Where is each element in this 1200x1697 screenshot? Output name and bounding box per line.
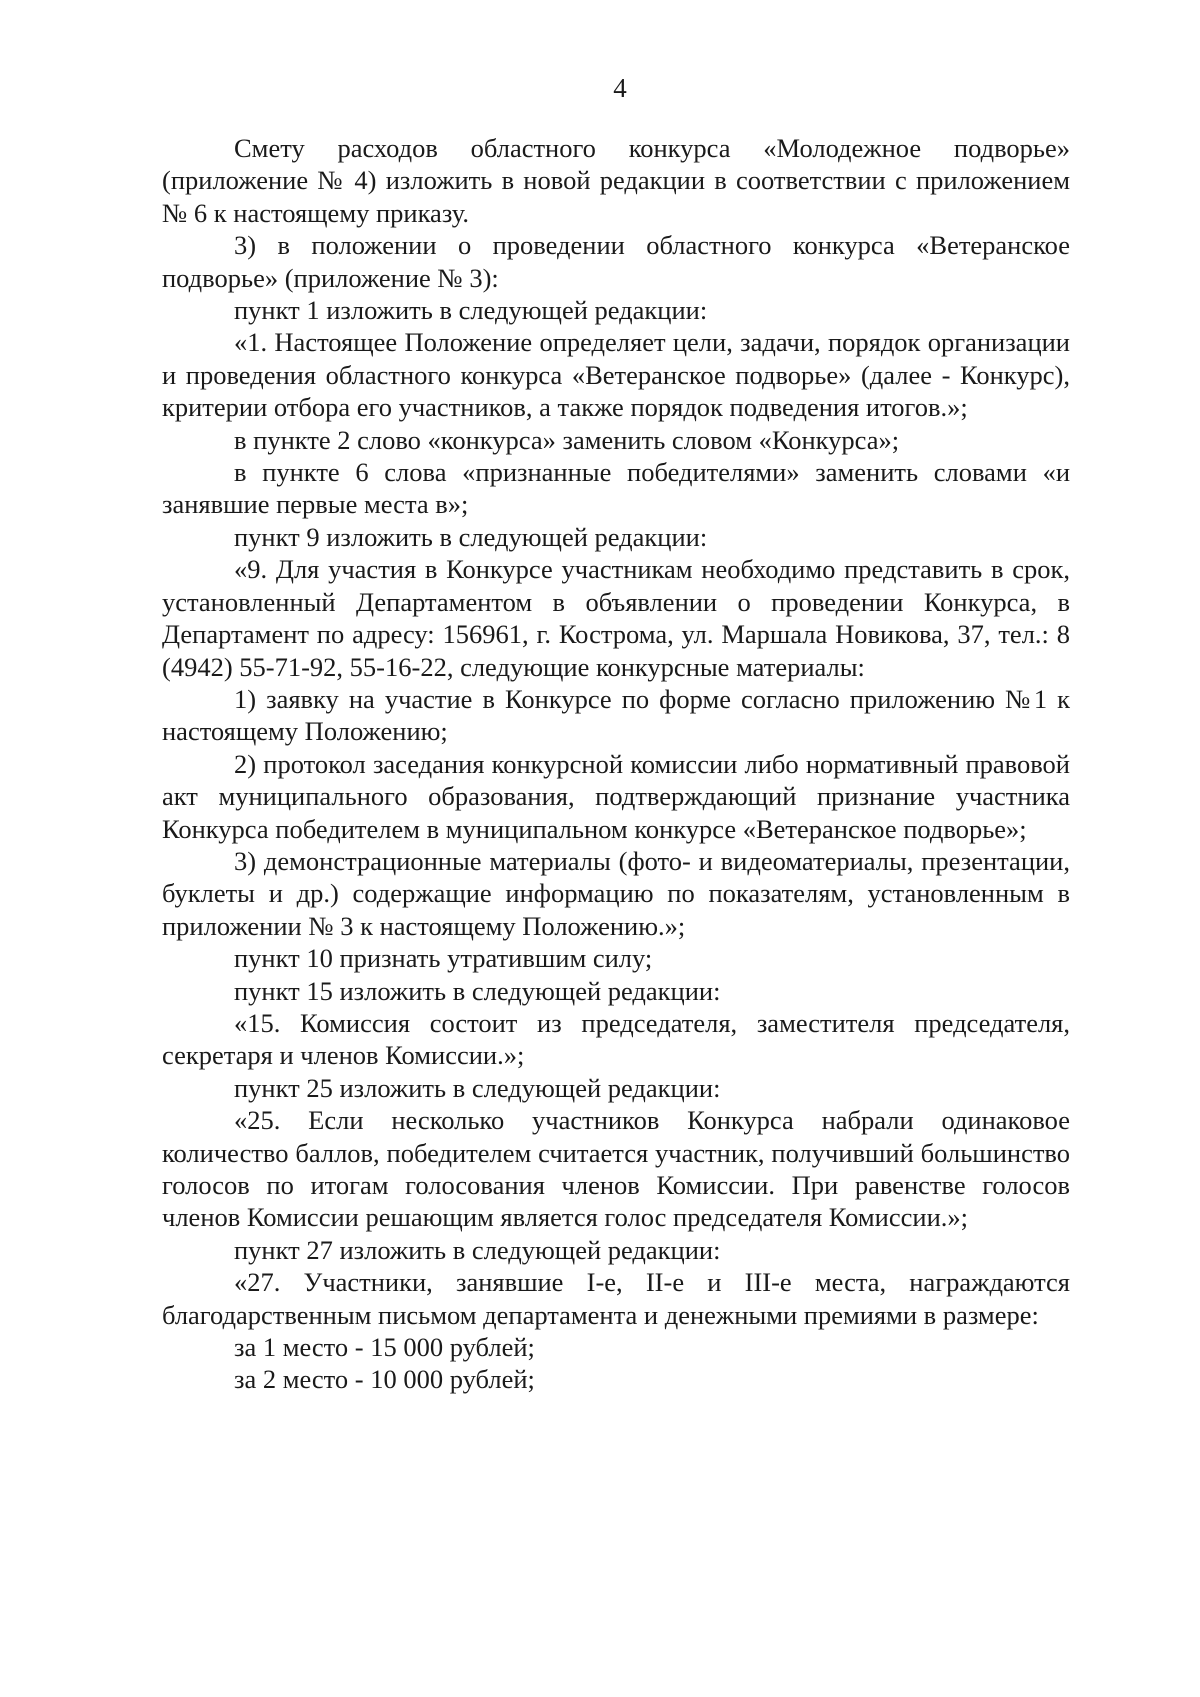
- paragraph: пункт 9 изложить в следующей редакции:: [234, 521, 708, 552]
- paragraph: «27. Участники, занявшие I-е, II-е и III-е места, награждаются благодарственным письмом департамента и денежными премиями в размере:: [162, 1267, 1070, 1330]
- paragraph: пункт 27 изложить в следующей редакции:: [234, 1234, 721, 1265]
- paragraph: 3) в положении о проведении областного конкурса «Ветеранское подворье» (приложение № 3):: [162, 230, 1070, 293]
- page-number: 4: [613, 73, 627, 103]
- paragraph: «15. Комиссия состоит из председателя, заместителя председателя, секретаря и членов Комиссии.»;: [162, 1007, 1070, 1071]
- paragraph: в пункте 2 слово «конкурса» заменить словом «Конкурса»;: [234, 424, 900, 455]
- paragraph: пункт 25 изложить в следующей редакции:: [234, 1072, 721, 1103]
- paragraph: 3) демонстрационные материалы (фото- и видеоматериалы, презентации, буклеты и др.) содержащие информацию по показателям, установленным в приложении № 3 к настоящему Положению.»;: [162, 845, 1070, 941]
- paragraph: «9. Для участия в Конкурсе участникам необходимо представить в срок, установленный Департаментом в объявлении о проведении Конкурса, в Департамент по адресу: 156961, г. Кострома, ул. Маршала Новикова, 37, тел.: 8 (4942) 55-71-92, 55-16-22, следующие конкурсные материалы:: [162, 554, 1070, 682]
- document-body: [162, 132, 1070, 1396]
- paragraph: пункт 15 изложить в следующей редакции:: [234, 975, 721, 1006]
- paragraph: Смету расходов областного конкурса «Молодежное подворье» (приложение № 4) изложить в новой редакции в соответствии с приложением № 6 к настоящему приказу.: [162, 133, 1070, 228]
- paragraph: за 2 место - 10 000 рублей;: [234, 1364, 535, 1395]
- paragraph: за 1 место - 15 000 рублей;: [234, 1332, 535, 1363]
- paragraph: пункт 10 признать утратившим силу;: [234, 943, 653, 974]
- paragraph: 1) заявку на участие в Конкурсе по форме согласно приложению №1 к настоящему Положению;: [162, 683, 1070, 747]
- paragraph: в пункте 6 слова «признанные победителями» заменить словами «и занявшие первые места в»;: [162, 457, 1070, 520]
- paragraph: «25. Если несколько участников Конкурса набрали одинаковое количество баллов, победителем считается участник, получивший большинство голосов по итогам голосования членов Комиссии. При равенстве голосов членов Комиссии решающим является голос председателя Комиссии.»;: [162, 1105, 1070, 1233]
- paragraph: пункт 1 изложить в следующей редакции:: [234, 295, 708, 326]
- paragraph: 2) протокол заседания конкурсной комиссии либо нормативный правовой акт муниципального образования, подтверждающий признание участника Конкурса победителем в муниципальном конкурсе «Ветеранское подворье»;: [162, 748, 1070, 844]
- paragraph: «1. Настоящее Положение определяет цели, задачи, порядок организации и проведения областного конкурса «Ветеранское подворье» (далее - Конкурс), критерии отбора его участников, а также порядок подведения итогов.»;: [162, 327, 1070, 423]
